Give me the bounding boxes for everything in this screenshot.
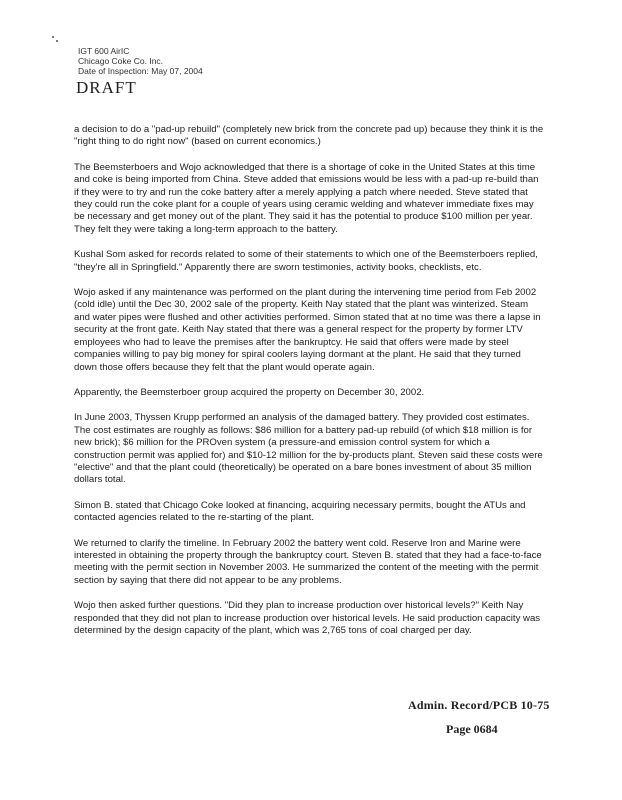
paragraph-timeline: We returned to clarify the timeline. In February 2002 the battery went cold. Reserve Iron and Marine were interested in obtaining the property through the bankruptcy court. Steven B. stated that they had a face-to-face meeting with the permit section in November 2003. He summarized the content of the meeting with the permit section by saying that there did not appear to be any problems. bbox=[74, 537, 542, 586]
document-header bbox=[78, 46, 203, 76]
draft-label: DRAFT bbox=[76, 78, 137, 97]
paragraph-coke-shortage: The Beemsterboers and Wojo acknowledged that there is a shortage of coke in the United States at this time and coke is being imported from China. Steve added that emissions would be less with a pad-up re-build than if they were to try and run the coke battery after a merely applying a patch where needed. Steve stated that they could run the coke plant for a couple of years using ceramic welding and whatever immediate fixes may be necessary and get money out of the plant. They said it has the potential to produce $100 million per year. They felt they were taking a long-term approach to the battery. bbox=[74, 161, 539, 235]
scan-speck bbox=[52, 36, 54, 38]
header-line-inspection-date: Date of Inspection: May 07, 2004 bbox=[78, 66, 203, 76]
header-line-facility-id: IGT 600 AirIC bbox=[78, 46, 130, 56]
admin-record-stamp: Admin. Record/PCB 10-75 bbox=[408, 698, 550, 712]
paragraph-maintenance: Wojo asked if any maintenance was performed on the plant during the intervening time period from Feb 2002 (cold idle) until the Dec 30, 2002 sale of the property. Keith Nay stated that the plant was winterized. Steam and water pipes were flushed and other activities performed. Simon stated that at no time was there a lapse in security at the front gate. Keith Nay stated that there was a general respect for the property by former LTV employees who had to leave the premises after the bankruptcy. He said that offers were made by steel companies willing to pay big money for spiral coolers laying dormant at the plant. He said that they turned down those offers because they felt that the plant would operate again. bbox=[74, 287, 541, 373]
scan-speck bbox=[56, 40, 58, 42]
paragraph-cost-estimates: In June 2003, Thyssen Krupp performed an analysis of the damaged battery. They provided cost estimates. The cost estimates are roughly as follows: $86 million for a battery pad-up rebuild (of which $18 million is for new brick); $6 million for the PROven system (a pressure-and emission control system for which a construction permit was applied for) and $10-12 million for the by-products plant. Steven said these costs were "elective" and that the plant could (theoretically) be operated on a bare bones investment of about 35 million dollars total. bbox=[74, 412, 543, 486]
paragraph-records-request: Kushal Som asked for records related to some of their statements to which one of the Beemsterboers replied, "they're all in Springfield." Apparently there are sworn testimonies, activity books, checklists, etc. bbox=[74, 249, 538, 273]
header-line-company: Chicago Coke Co. Inc. bbox=[78, 56, 164, 66]
paragraph-production: Wojo then asked further questions. "Did they plan to increase production over historical levels?" Keith Nay responded that they did not plan to increase production over historical levels. He said production capacity was determined by the design capacity of the plant, which was 2,765 tons of coal charged per day. bbox=[74, 600, 541, 636]
paragraph-pad-up-rebuild: a decision to do a "pad-up rebuild" (completely new brick from the concrete pad up) because they think it is the "right thing to do right now" (based on current economics.) bbox=[74, 124, 544, 148]
page-number-stamp: Page 0684 bbox=[446, 722, 498, 736]
paragraph-acquisition: Apparently, the Beemsterboer group acquired the property on December 30, 2002. bbox=[74, 386, 425, 398]
document-body bbox=[74, 124, 544, 650]
paragraph-financing: Simon B. stated that Chicago Coke looked at financing, acquiring necessary permits, bought the ATUs and contacted agencies related to the re-starting of the plant. bbox=[74, 499, 526, 524]
